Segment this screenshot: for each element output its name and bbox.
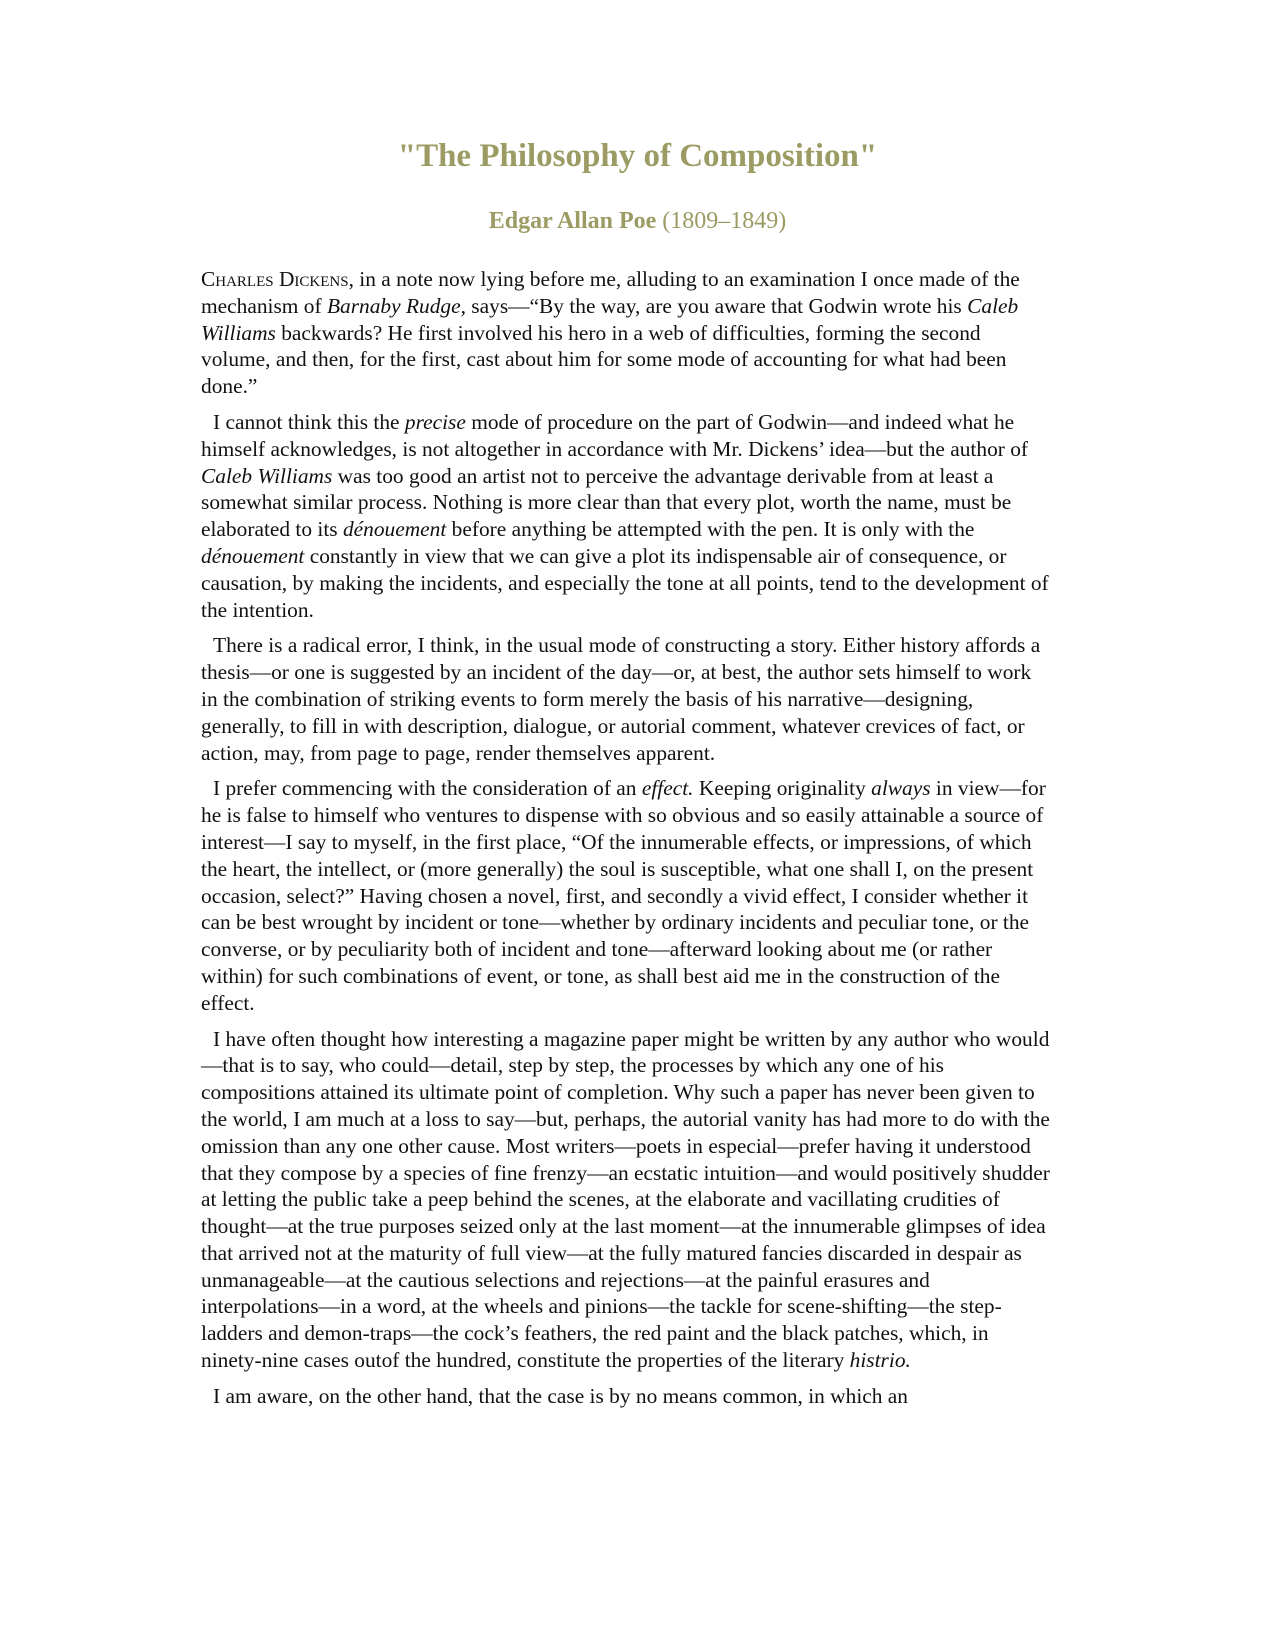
text-run: I prefer commencing with the consideration of an	[213, 776, 642, 801]
text-run: was too good an artist not to perceive the advantage derivable from at least a somewhat similar process. Nothing is more clear than that every plot, worth the name, must be elaborated to its	[201, 463, 1012, 542]
paragraph-4	[201, 775, 1051, 1016]
italic-title: Barnaby Rudge,	[326, 293, 466, 318]
byline	[0, 206, 1275, 236]
text-run: mode of procedure on the part of Godwin—and indeed what he himself acknowledges, is not altogether in accordance with Mr. Dickens’ idea—but the author of	[201, 409, 1029, 461]
text-run: in a note now lying before me, alluding to an examination I once made of the mechanism of	[201, 267, 1020, 318]
page-title: "The Philosophy of Composition"	[397, 138, 878, 174]
italic-word: effect.	[641, 776, 694, 801]
text-run: constantly in view that we can give a plot its indispensable air of consequence, or causation, by making the incidents, and especially the tone at all points, tend to the development of the intention.	[201, 543, 1049, 622]
paragraph-1	[201, 266, 1051, 400]
paragraph-3	[201, 632, 1051, 766]
italic-word: dénouement	[342, 517, 447, 542]
text-run: There is a radical error, I think, in the usual mode of constructing a story. Either history affords a thesis—or one is suggested by an incident of the day—or, at best, the author sets himself to work in the combination of striking events to form merely the basis of his narrative—designing, generally, to fill in with description, dialogue, or autorial comment, whatever crevices of fact, or action, may, from page to page, render themselves apparent.	[201, 633, 1041, 765]
italic-word: always	[871, 776, 931, 801]
italic-word: precise	[404, 409, 466, 434]
essay-body	[201, 266, 1051, 1419]
italic-title: Caleb Williams	[201, 293, 1019, 345]
lead-name: Charles Dickens,	[201, 267, 354, 291]
paragraph-6	[201, 1383, 1051, 1410]
text-run: I cannot think this the	[213, 409, 405, 434]
author-name: Edgar Allan Poe	[488, 208, 657, 234]
text-run: I am aware, on the other hand, that the case is by no means common, in which an	[213, 1383, 908, 1408]
paragraph-5	[201, 1026, 1051, 1374]
italic-title: Caleb Williams	[201, 463, 333, 488]
italic-word: dénouement	[201, 543, 305, 568]
author-dates: (1809–1849)	[662, 208, 787, 234]
text-run: says—“By the way, are you aware that Godwin wrote his	[465, 293, 968, 318]
text-run: before anything be attempted with the pen. It is only with the	[446, 517, 975, 542]
text-run: I have often thought how interesting a magazine paper might be written by any author who would—that is to say, who could—detail, step by step, the processes by which any one of his compositions attained its ultimate point of completion. Why such a paper has never been given to the world, I am much at a loss to say—but, perhaps, the autorial vanity has had more to do with the omission than any one other cause. Most writers—poets in especial—prefer having it understood that they compose by a species of fine frenzy—an ecstatic intuition—and would positively shudder at letting the public take a peep behind the scenes, at the elaborate and vacillating crudities of thought—at the true purposes seized only at the last moment—at the innumerable glimpses of idea that arrived not at the maturity of full view—at the fully matured fancies discarded in despair as unmanageable—at the cautious selections and rejections—at the painful erasures and interpolations—in a word, at the wheels and pinions—the tackle for scene-shifting—the step-ladders and demon-traps—the cock’s feathers, the red paint and the black patches, which, in ninety-nine cases outof the hundred, constitute the properties of the literary	[201, 1026, 1050, 1373]
text-run: Keeping originality	[693, 776, 872, 801]
text-run: in view—for he is false to himself who ventures to dispense with so obvious and so easily attainable a source of interest—I say to myself, in the first place, “Of the innumerable effects, or impressions, of which the heart, the intellect, or (more generally) the soul is susceptible, what one shall I, on the present occasion, select?” Having chosen a novel, first, and secondly a vivid effect, I consider whether it can be best wrought by incident or tone—whether by ordinary incidents and peculiar tone, or the converse, or by peculiarity both of incident and tone—afterward looking about me (or rather within) for such combinations of event, or tone, as shall best aid me in the construction of the effect.	[201, 776, 1046, 1015]
italic-word: histrio.	[849, 1348, 911, 1373]
paragraph-2	[201, 409, 1051, 623]
text-run: backwards? He first involved his hero in a web of difficulties, forming the second volume, and then, for the first, cast about him for some mode of accounting for what had been done.”	[201, 320, 1007, 399]
